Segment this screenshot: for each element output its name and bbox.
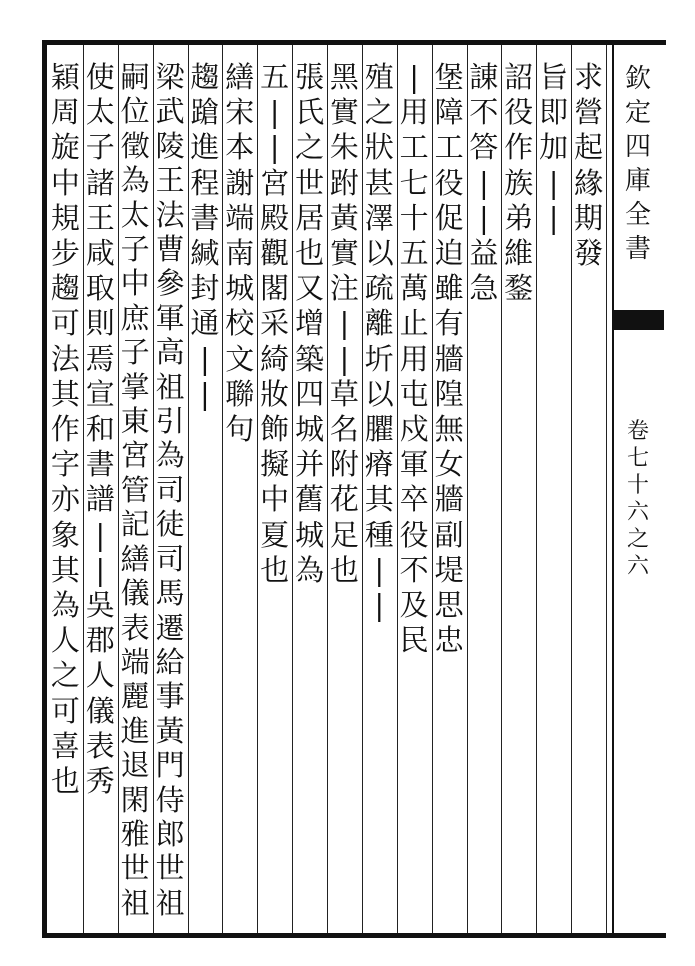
text-char: 為 [50,588,80,623]
text-char: 五 [399,236,429,271]
text-char: 以 [364,236,394,271]
text-char: 甚 [364,165,394,200]
text-char: 子 [85,130,115,165]
text-char: 則 [85,306,115,341]
text-char: 徵 [120,128,150,163]
text-char: | [548,200,559,235]
text-char: 程 [190,165,220,200]
text-char: 郡 [85,623,115,658]
text-char: 表 [120,610,150,645]
text-char: 子 [120,335,150,370]
text-char: 黃 [155,713,185,748]
text-char: 郎 [155,816,185,851]
text-char: | [200,341,210,376]
text-char: 中 [260,482,290,517]
text-char: 離 [364,306,394,341]
text-char: 屯 [399,376,429,411]
text-char: 其 [364,482,394,517]
text-char: 咸 [85,236,115,271]
text-char: 附 [329,447,359,482]
juan-number [622,418,654,580]
text-char: 閣 [260,271,290,306]
text-char: | [95,517,106,552]
text-char: 端 [120,644,150,679]
text-char: 役 [434,165,464,200]
text-char: 民 [399,623,429,658]
text-char: 并 [295,447,325,482]
text-char: 人 [85,658,115,693]
text-char: 求 [574,60,604,94]
text-char: 進 [190,130,220,165]
text-char: 雅 [120,816,150,851]
book-title [620,62,656,266]
text-char: 作 [504,130,534,165]
text-char: 澤 [364,200,394,235]
text-char: 可 [50,306,80,341]
text-char: 祖 [155,885,185,920]
text-char: 東 [120,404,150,439]
title-char: 欽 [624,64,651,94]
text-char: 本 [225,130,255,165]
text-char: 作 [50,412,80,447]
text-char: 氏 [295,95,325,130]
text-char: 卒 [399,482,429,517]
text-char: 書 [85,447,115,482]
text-char: 亦 [50,482,80,517]
text-char: 無 [434,412,464,447]
text-char: 之 [50,658,80,693]
text-char: 蹌 [190,95,220,130]
text-char: 疏 [364,271,394,306]
text-char: 規 [50,200,80,235]
text-char: 閑 [120,782,150,817]
text-char: 旋 [50,130,80,165]
text-char: 使 [85,60,115,94]
text-char: 女 [434,447,464,482]
text-char: 狀 [364,130,394,165]
text-char: 軍 [399,447,429,482]
text-char: 朱 [329,130,359,165]
text-char: 及 [399,588,429,623]
text-char: 又 [295,271,325,306]
text-char: 五 [260,60,290,94]
text-char: 司 [155,541,185,576]
text-char: 不 [469,95,499,130]
text-char: 子 [120,232,150,267]
text-char: 其 [50,552,80,587]
text-char: 實 [329,95,359,130]
text-char: 門 [155,748,185,783]
text-char: 七 [399,165,429,200]
text-char: 種 [364,517,394,552]
text-char: 位 [120,94,150,129]
text-char: 忠 [434,623,464,658]
text-char: 殿 [260,200,290,235]
text-char: 引 [155,404,185,439]
text-char: 譜 [85,482,115,517]
text-char: 發 [574,236,604,271]
text-char: 起 [574,130,604,165]
text-char: 即 [539,95,569,130]
text-char: 十 [399,200,429,235]
text-char: 築 [295,341,325,376]
text-char: 有 [434,306,464,341]
text-char: 擬 [260,447,290,482]
text-char: 陵 [155,128,185,163]
text-char: 步 [50,236,80,271]
text-char: 役 [504,95,534,130]
text-char: 答 [469,130,499,165]
text-column [43,60,87,928]
text-char: | [479,200,489,235]
text-char: 副 [434,517,464,552]
text-char: 緘 [190,236,220,271]
text-char: 城 [295,517,325,552]
text-char: 繕 [225,60,255,94]
title-char: 庫 [624,166,651,196]
text-char: 和 [85,412,115,447]
text-char: 城 [225,271,255,306]
text-char: 舊 [295,482,325,517]
text-char: 用 [399,341,429,376]
text-char: 侍 [155,782,185,817]
text-char: 南 [225,236,255,271]
text-char: | [479,165,489,200]
text-char: 夏 [260,517,290,552]
text-char: 飾 [260,412,290,447]
juan-char: 七 [626,446,649,471]
text-char: 張 [295,60,325,94]
text-char: 庶 [120,300,150,335]
text-char: 徒 [155,507,185,542]
text-char: 其 [50,376,80,411]
text-char: 黑 [329,60,359,94]
text-char: 嗣 [120,60,150,94]
text-char: | [374,552,385,587]
text-char: 牆 [434,341,464,376]
text-char: 花 [329,482,359,517]
title-char: 全 [624,200,651,230]
text-char: 聯 [225,376,255,411]
text-char: 之 [295,130,325,165]
text-char: 觀 [260,236,290,271]
text-char: 秀 [85,764,115,799]
text-char: 王 [85,200,115,235]
text-char: 麗 [120,679,150,714]
text-char: 人 [50,623,80,658]
text-char: 退 [120,748,150,783]
text-char: 武 [155,94,185,129]
text-char: 實 [329,236,359,271]
text-char: 思 [434,588,464,623]
text-char: 字 [50,447,80,482]
text-char: 名 [329,412,359,447]
juan-char: 六 [626,500,649,525]
text-char: 營 [574,95,604,130]
text-char: 馬 [155,576,185,611]
text-char: 句 [225,412,255,447]
text-char: 期 [574,200,604,235]
text-char: | [548,165,559,200]
text-char: 為 [120,163,150,198]
text-char: 曹 [155,232,185,267]
text-char: 弟 [504,200,534,235]
text-char: 周 [50,95,80,130]
text-char: 妝 [260,376,290,411]
text-char: 趨 [190,60,220,94]
text-char: 四 [295,376,325,411]
text-char: 吳 [85,588,115,623]
text-char: 居 [295,200,325,235]
juan-char: 六 [626,554,649,579]
text-char: 也 [260,552,290,587]
text-char: 取 [85,271,115,306]
text-char: 城 [295,412,325,447]
text-char: 穎 [50,60,80,94]
text-char: 加 [539,130,569,165]
text-char: 書 [190,200,220,235]
text-char: 繕 [120,541,150,576]
text-char: 跗 [329,165,359,200]
text-char: 諸 [85,165,115,200]
text-char: 管 [120,472,150,507]
text-char: 梁 [155,60,185,94]
text-char: 焉 [85,341,115,376]
text-char: | [409,60,420,94]
text-char: 宮 [260,165,290,200]
text-char: 為 [155,438,185,473]
text-char: 圻 [364,341,394,376]
text-char: 軍 [155,300,185,335]
text-char: 雖 [434,271,464,306]
text-char: 掌 [120,369,150,404]
text-char: 世 [155,851,185,886]
text-char: 宋 [225,95,255,130]
text-char: 進 [120,713,150,748]
text-char: 校 [225,306,255,341]
text-char: 族 [504,165,534,200]
text-char: 象 [50,517,80,552]
text-char: 宣 [85,376,115,411]
text-char: 障 [434,95,464,130]
text-char: 世 [295,165,325,200]
text-char: 中 [50,165,80,200]
text-char: 太 [85,95,115,130]
text-char: | [200,376,210,411]
text-char: 也 [329,552,359,587]
text-char: 法 [50,341,80,376]
text-char: 堡 [434,60,464,94]
text-char: 通 [190,306,220,341]
text-char: 不 [399,552,429,587]
text-char: 喜 [50,728,80,763]
text-char: 法 [155,197,185,232]
text-char: 迫 [434,236,464,271]
text-char: 為 [295,552,325,587]
text-char: 黃 [329,200,359,235]
text-char: 益 [469,236,499,271]
text-char: 臞 [364,412,394,447]
text-char: | [339,306,350,341]
text-char: 急 [469,271,499,306]
text-char: 旨 [539,60,569,94]
text-char: 表 [85,728,115,763]
fish-tail-mark [612,310,664,330]
title-char: 四 [624,132,651,162]
text-char: 謝 [225,165,255,200]
text-char: | [269,95,280,130]
text-char: 工 [399,130,429,165]
text-char: 詔 [504,60,534,94]
text-char: 殖 [364,60,394,94]
text-char: 之 [364,95,394,130]
juan-char: 十 [626,473,649,498]
text-char: 增 [295,306,325,341]
text-char: 牆 [434,482,464,517]
text-char: 太 [120,197,150,232]
text-char: 給 [155,644,185,679]
text-char: 止 [399,306,429,341]
text-char: 隍 [434,376,464,411]
text-char: 司 [155,472,185,507]
text-char: 戍 [399,412,429,447]
text-char: 堤 [434,552,464,587]
text-char: 足 [329,517,359,552]
text-char: 可 [50,693,80,728]
text-char: 鍪 [504,271,534,306]
juan-char: 之 [626,527,649,552]
text-char: 綺 [260,341,290,376]
title-char: 定 [624,98,651,128]
text-char: 記 [120,507,150,542]
title-char: 書 [624,234,651,264]
text-char: 遷 [155,610,185,645]
text-char: 儀 [85,693,115,728]
juan-char: 卷 [626,419,649,444]
text-char: 用 [399,95,429,130]
text-char: 祖 [155,369,185,404]
text-char: | [269,130,280,165]
text-char: 文 [225,341,255,376]
text-char: 緣 [574,165,604,200]
text-char: | [339,341,350,376]
text-char: 注 [329,271,359,306]
text-char: 以 [364,376,394,411]
text-char: 促 [434,200,464,235]
text-char: | [95,552,106,587]
text-char: 工 [434,130,464,165]
text-char: 封 [190,271,220,306]
text-char: 事 [155,679,185,714]
text-char: 萬 [399,271,429,306]
text-char: 參 [155,266,185,301]
text-char: 端 [225,200,255,235]
text-char: 采 [260,306,290,341]
text-char: 宮 [120,438,150,473]
text-char: 瘠 [364,447,394,482]
text-char: 中 [120,266,150,301]
text-char: 趨 [50,271,80,306]
text-char: 世 [120,851,150,886]
text-char: 役 [399,517,429,552]
text-char: 諌 [469,60,499,94]
text-char: 也 [50,764,80,799]
text-char: 高 [155,335,185,370]
text-char: 王 [155,163,185,198]
text-char: 祖 [120,885,150,920]
text-char: 儀 [120,576,150,611]
text-char: 維 [504,236,534,271]
text-char: 草 [329,376,359,411]
text-char: | [374,588,385,623]
text-char: 也 [295,236,325,271]
